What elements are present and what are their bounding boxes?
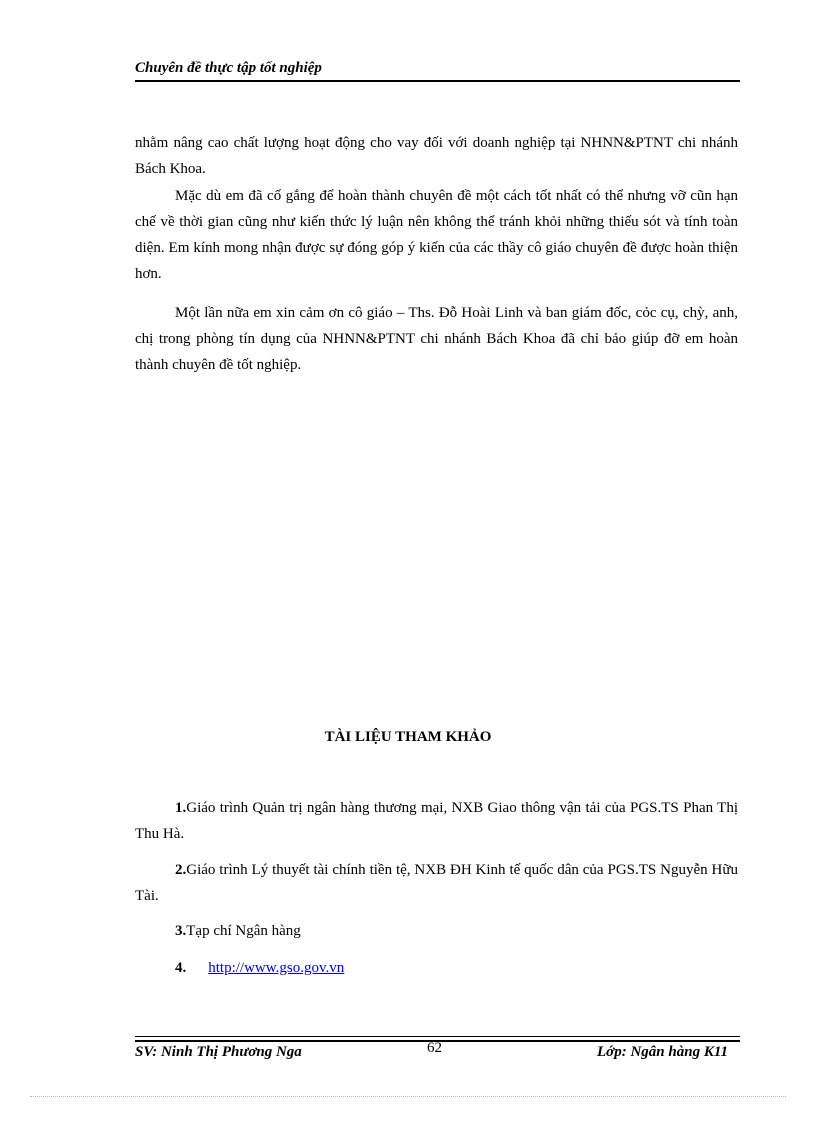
footer-student: SV: Ninh Thị Phương Nga [135, 1044, 302, 1060]
footer-class: Lớp: Ngân hàng K11 [597, 1044, 728, 1060]
reference-number: 3. [175, 923, 187, 939]
reference-link[interactable]: http://www.gso.gov.vn [208, 960, 345, 976]
reference-item [135, 857, 738, 909]
reference-text: Giáo trình Lý thuyết tài chính tiền tệ, NXB ĐH Kinh tế quốc dân của PGS.TS Nguyễn Hữu Tài. [135, 862, 738, 904]
page-bottom-divider [30, 1096, 786, 1097]
reference-number: 2. [175, 862, 187, 878]
footer-rule [135, 1036, 740, 1037]
references-title: TÀI LIỆU THAM KHẢO [324, 729, 492, 745]
reference-number: 1. [175, 800, 187, 816]
header-title: Chuyên đề thực tập tốt nghiệp [135, 60, 322, 76]
paragraph-1: nhằm nâng cao chất lượng hoạt động cho vay đối với doanh nghiệp tại NHNN&PTNT chi nhánh Bách Khoa. [135, 135, 738, 177]
reference-item [135, 918, 738, 944]
reference-item [135, 955, 738, 981]
reference-number: 4. [175, 960, 187, 976]
reference-item [135, 795, 738, 847]
header-rule [135, 80, 740, 82]
reference-text: Giáo trình Quản trị ngân hàng thương mại, NXB Giao thông vận tải của PGS.TS Phan Thị Thu Hà. [135, 800, 738, 842]
paragraph-2: Mặc dù em đã cố gắng để hoàn thành chuyên đề một cách tốt nhất có thể nhưng vỡ cũn hạn chế về thời gian cũng như kiến thức lý luận nên không thể tránh khỏi những thiếu sót và tính toàn diện. Em kính mong nhận được sự đóng góp ý kiến của các thầy cô giáo chuyên đề được hoàn thiện hơn. [135, 188, 738, 282]
paragraph-3: Một lần nữa em xin cảm ơn cô giáo – Ths. Đỗ Hoài Linh và ban giám đốc, cỏc cụ, chỳ, anh, chị trong phòng tín dụng của NHNN&PTNT chi nhánh Bách Khoa đã chỉ bảo giúp đỡ em hoàn thành chuyên đề tốt nghiệp. [135, 305, 738, 373]
page-number: 62 [427, 1040, 442, 1056]
reference-text: Tạp chí Ngân hàng [186, 923, 301, 939]
